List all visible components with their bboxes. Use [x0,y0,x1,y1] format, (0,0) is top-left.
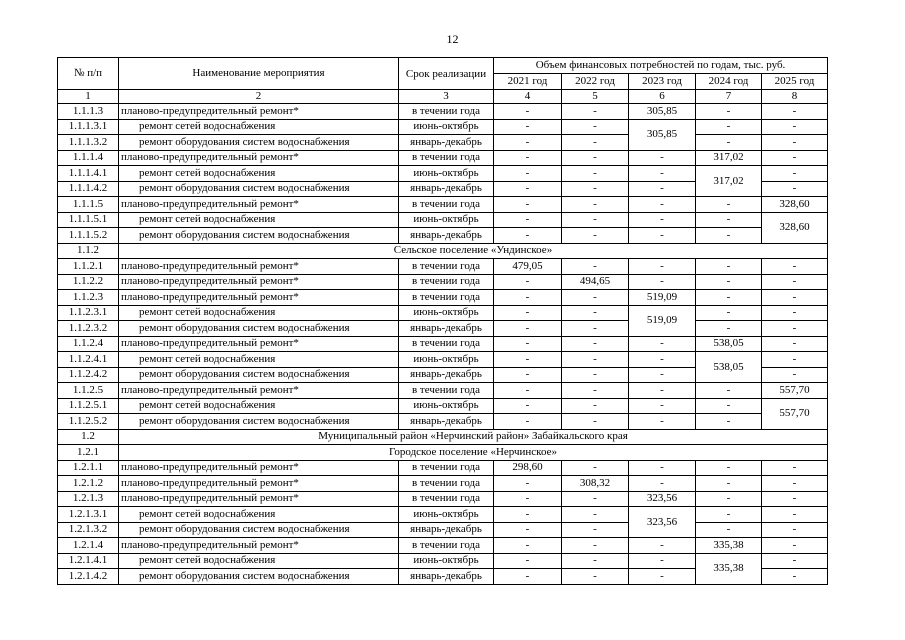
activity-name: планово-предупредительный ремонт* [119,104,399,120]
row-number: 1.1.2.3.1 [58,305,119,321]
term-cell: в течении года [399,290,494,306]
activity-name: планово-предупредительный ремонт* [119,197,399,213]
value-cell: - [629,197,696,213]
row-number: 1.2.1.4 [58,538,119,554]
row-number: 1.1.1.4 [58,150,119,166]
value-cell: - [562,414,629,430]
value-cell: - [494,491,562,507]
table-row [58,553,828,569]
value-cell: - [762,553,828,569]
table-row [58,166,828,182]
term-cell: январь-декабрь [399,569,494,585]
activity-name: ремонт оборудования систем водоснабжения [119,522,399,538]
value-cell: - [562,491,629,507]
activity-name: планово-предупредительный ремонт* [119,259,399,275]
value-cell: 494,65 [562,274,629,290]
table-row [58,336,828,352]
value-cell: 328,60 [762,212,828,243]
value-cell: 317,02 [696,150,762,166]
row-number: 1.1.1.3 [58,104,119,120]
value-cell: - [562,228,629,244]
value-cell: - [494,321,562,337]
value-cell: - [762,259,828,275]
value-cell: - [494,212,562,228]
term-cell: июнь-октябрь [399,352,494,368]
row-number: 1.1.1.3.2 [58,135,119,151]
table-row [58,522,828,538]
value-cell: - [629,553,696,569]
term-cell: в течении года [399,491,494,507]
term-cell: в течении года [399,197,494,213]
value-cell: 557,70 [762,383,828,399]
value-cell: - [762,166,828,182]
table-row [58,460,828,476]
value-cell: 519,09 [629,290,696,306]
value-cell: 335,38 [696,538,762,554]
table-row [58,398,828,414]
row-number: 1.1.2.3 [58,290,119,306]
term-cell: в течении года [399,476,494,492]
term-cell: январь-декабрь [399,181,494,197]
value-cell: - [762,135,828,151]
col-number: 2 [119,90,399,104]
value-cell: - [562,166,629,182]
value-cell: - [494,383,562,399]
row-number: 1.1.2.2 [58,274,119,290]
row-number: 1.1.1.5.1 [58,212,119,228]
row-number: 1.2.1.3.2 [58,522,119,538]
value-cell: - [696,414,762,430]
value-cell: - [696,197,762,213]
value-cell: - [762,290,828,306]
value-cell: - [562,569,629,585]
row-number: 1.1.2.3.2 [58,321,119,337]
table-row [58,135,828,151]
value-cell: - [494,181,562,197]
value-cell: - [762,119,828,135]
value-cell: - [562,212,629,228]
term-cell: январь-декабрь [399,321,494,337]
activity-name: ремонт сетей водоснабжения [119,305,399,321]
value-cell: - [696,305,762,321]
activity-name: планово-предупредительный ремонт* [119,476,399,492]
value-cell: - [494,104,562,120]
row-number: 1.2.1 [58,445,119,461]
activity-name: ремонт оборудования систем водоснабжения [119,228,399,244]
value-cell: - [494,414,562,430]
row-number: 1.1.2.4 [58,336,119,352]
value-cell: - [762,305,828,321]
value-cell: - [562,507,629,523]
value-cell: - [696,507,762,523]
col-number: 1 [58,90,119,104]
value-cell: - [696,398,762,414]
term-cell: в течении года [399,383,494,399]
table-row [58,491,828,507]
table-row [58,259,828,275]
value-cell: - [696,383,762,399]
value-cell: - [494,150,562,166]
value-cell: - [762,336,828,352]
value-cell: - [629,352,696,368]
value-cell: - [562,119,629,135]
value-cell: - [696,460,762,476]
header-finance: Объем финансовых потребностей по годам, тыс. руб. [494,58,828,74]
value-cell: 328,60 [762,197,828,213]
value-cell: - [629,150,696,166]
value-cell: - [494,569,562,585]
row-number: 1.2.1.4.2 [58,569,119,585]
value-cell: - [629,398,696,414]
value-cell: - [629,476,696,492]
value-cell: - [494,166,562,182]
row-number: 1.1.2.5.2 [58,414,119,430]
value-cell: - [562,104,629,120]
row-number: 1.1.1.5.2 [58,228,119,244]
value-cell: - [762,150,828,166]
value-cell: - [696,476,762,492]
activity-name: ремонт сетей водоснабжения [119,119,399,135]
value-cell: - [762,321,828,337]
term-cell: июнь-октябрь [399,119,494,135]
col-number: 3 [399,90,494,104]
term-cell: в течении года [399,460,494,476]
row-number: 1.1.2.5 [58,383,119,399]
value-cell: - [494,476,562,492]
value-cell: - [629,259,696,275]
table-row [58,414,828,430]
activity-name: планово-предупредительный ремонт* [119,290,399,306]
value-cell: - [762,181,828,197]
value-cell: - [696,104,762,120]
finance-table [57,57,828,585]
activity-name: ремонт сетей водоснабжения [119,398,399,414]
value-cell: - [696,135,762,151]
term-cell: в течении года [399,274,494,290]
value-cell: - [562,553,629,569]
value-cell: - [696,290,762,306]
table-row [58,104,828,120]
header-year: 2025 год [762,74,828,90]
value-cell: 538,05 [696,336,762,352]
value-cell: 308,32 [562,476,629,492]
activity-name: планово-предупредительный ремонт* [119,460,399,476]
section-row [58,243,828,259]
header-num: № п/п [58,58,119,90]
value-cell: - [629,212,696,228]
value-cell: - [696,119,762,135]
row-number: 1.1.2.5.1 [58,398,119,414]
table-row [58,476,828,492]
table-row [58,197,828,213]
value-cell: - [696,228,762,244]
value-cell: - [762,491,828,507]
table-row [58,212,828,228]
table-row [58,119,828,135]
value-cell: 323,56 [629,491,696,507]
header-year: 2021 год [494,74,562,90]
value-cell: - [494,336,562,352]
activity-name: ремонт сетей водоснабжения [119,553,399,569]
value-cell: - [562,460,629,476]
term-cell: июнь-октябрь [399,305,494,321]
value-cell: - [762,569,828,585]
value-cell: - [562,305,629,321]
value-cell: 323,56 [629,507,696,538]
value-cell: - [494,507,562,523]
activity-name: ремонт оборудования систем водоснабжения [119,414,399,430]
row-number: 1.1.2.1 [58,259,119,275]
value-cell: - [562,336,629,352]
value-cell: - [494,119,562,135]
term-cell: июнь-октябрь [399,398,494,414]
value-cell: - [762,352,828,368]
term-cell: январь-декабрь [399,135,494,151]
value-cell: - [494,553,562,569]
term-cell: в течении года [399,104,494,120]
value-cell: - [494,135,562,151]
value-cell: - [696,491,762,507]
value-cell: - [696,259,762,275]
section-title: Городское поселение «Нерчинское» [119,445,828,461]
value-cell: - [629,460,696,476]
value-cell: 317,02 [696,166,762,197]
table-row [58,321,828,337]
table-row [58,150,828,166]
activity-name: планово-предупредительный ремонт* [119,491,399,507]
value-cell: 479,05 [494,259,562,275]
term-cell: июнь-октябрь [399,212,494,228]
activity-name: ремонт оборудования систем водоснабжения [119,367,399,383]
section-title: Сельское поселение «Ундинское» [119,243,828,259]
value-cell: - [494,228,562,244]
section-row [58,445,828,461]
table-row [58,274,828,290]
value-cell: - [629,181,696,197]
value-cell: 305,85 [629,104,696,120]
col-number: 4 [494,90,562,104]
activity-name: ремонт сетей водоснабжения [119,166,399,182]
row-number: 1.2 [58,429,119,445]
row-number: 1.2.1.2 [58,476,119,492]
value-cell: - [762,522,828,538]
row-number: 1.2.1.3.1 [58,507,119,523]
value-cell: - [562,135,629,151]
value-cell: - [494,398,562,414]
header-term: Срок реализации [399,58,494,90]
term-cell: январь-декабрь [399,522,494,538]
col-number: 7 [696,90,762,104]
term-cell: июнь-октябрь [399,166,494,182]
value-cell: 305,85 [629,119,696,150]
value-cell: - [562,150,629,166]
value-cell: - [562,352,629,368]
activity-name: планово-предупредительный ремонт* [119,538,399,554]
value-cell: - [629,569,696,585]
row-number: 1.1.1.4.1 [58,166,119,182]
row-number: 1.1.2.4.2 [58,367,119,383]
row-number: 1.2.1.3 [58,491,119,507]
row-number: 1.2.1.4.1 [58,553,119,569]
activity-name: планово-предупредительный ремонт* [119,150,399,166]
value-cell: - [696,522,762,538]
header-name: Наименование мероприятия [119,58,399,90]
value-cell: - [494,522,562,538]
col-number: 5 [562,90,629,104]
term-cell: в течении года [399,538,494,554]
value-cell: - [562,367,629,383]
header-year: 2023 год [629,74,696,90]
value-cell: - [494,305,562,321]
activity-name: ремонт сетей водоснабжения [119,507,399,523]
row-number: 1.2.1.1 [58,460,119,476]
value-cell: - [629,383,696,399]
value-cell: - [562,398,629,414]
term-cell: январь-декабрь [399,414,494,430]
value-cell: - [629,166,696,182]
value-cell: - [494,197,562,213]
activity-name: планово-предупредительный ремонт* [119,274,399,290]
value-cell: - [562,181,629,197]
value-cell: - [762,460,828,476]
term-cell: в течении года [399,150,494,166]
term-cell: январь-декабрь [399,228,494,244]
value-cell: - [696,274,762,290]
page-number: 12 [446,32,459,46]
value-cell: - [762,507,828,523]
value-cell: - [562,259,629,275]
value-cell: 335,38 [696,553,762,584]
value-cell: - [762,538,828,554]
term-cell: в течении года [399,259,494,275]
value-cell: - [494,274,562,290]
value-cell: - [494,538,562,554]
value-cell: - [629,414,696,430]
value-cell: 538,05 [696,352,762,383]
value-cell: 557,70 [762,398,828,429]
value-cell: 298,60 [494,460,562,476]
value-cell: - [494,367,562,383]
activity-name: планово-предупредительный ремонт* [119,383,399,399]
activity-name: ремонт оборудования систем водоснабжения [119,181,399,197]
row-number: 1.1.1.5 [58,197,119,213]
row-number: 1.1.2.4.1 [58,352,119,368]
value-cell: - [562,383,629,399]
activity-name: ремонт оборудования систем водоснабжения [119,569,399,585]
activity-name: планово-предупредительный ремонт* [119,336,399,352]
section-title: Муниципальный район «Нерчинский район» Забайкальского края [119,429,828,445]
row-number: 1.1.2 [58,243,119,259]
value-cell: - [562,197,629,213]
header-year: 2022 год [562,74,629,90]
value-cell: - [762,367,828,383]
value-cell: - [629,367,696,383]
value-cell: - [494,352,562,368]
activity-name: ремонт сетей водоснабжения [119,352,399,368]
row-number: 1.1.1.3.1 [58,119,119,135]
col-number: 8 [762,90,828,104]
header-year: 2024 год [696,74,762,90]
term-cell: январь-декабрь [399,367,494,383]
section-row [58,429,828,445]
term-cell: июнь-октябрь [399,553,494,569]
value-cell: - [494,290,562,306]
row-number: 1.1.1.4.2 [58,181,119,197]
term-cell: июнь-октябрь [399,507,494,523]
value-cell: - [762,274,828,290]
value-cell: - [762,476,828,492]
value-cell: - [629,228,696,244]
activity-name: ремонт оборудования систем водоснабжения [119,321,399,337]
col-number: 6 [629,90,696,104]
table-row [58,228,828,244]
value-cell: - [629,274,696,290]
value-cell: - [562,290,629,306]
value-cell: - [762,104,828,120]
table-row [58,507,828,523]
value-cell: - [629,336,696,352]
value-cell: - [562,538,629,554]
value-cell: - [629,538,696,554]
activity-name: ремонт оборудования систем водоснабжения [119,135,399,151]
term-cell: в течении года [399,336,494,352]
table-row [58,305,828,321]
value-cell: 519,09 [629,305,696,336]
table-body [58,104,828,585]
value-cell: - [696,321,762,337]
value-cell: - [562,321,629,337]
table-row [58,290,828,306]
value-cell: - [562,522,629,538]
activity-name: ремонт сетей водоснабжения [119,212,399,228]
table-row [58,538,828,554]
table-row [58,352,828,368]
table-row [58,383,828,399]
value-cell: - [696,212,762,228]
